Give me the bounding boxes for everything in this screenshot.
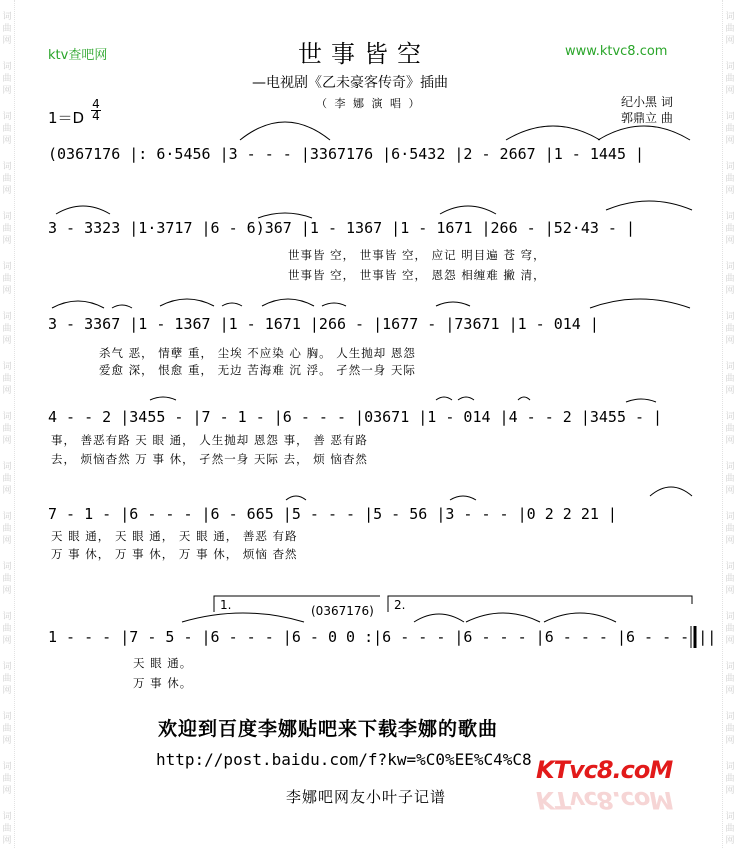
watermark-char: 曲 <box>725 274 735 284</box>
lyric-line: 世事皆 空， 世事皆 空， 恩怨 相缠难 撇 清， <box>288 268 546 282</box>
watermark-char: 词 <box>2 12 12 22</box>
slur <box>590 299 690 308</box>
slur <box>458 397 474 400</box>
watermark-char: 词 <box>2 162 12 172</box>
watermark-char: 词 <box>2 262 12 272</box>
key-signature: 1＝D <box>48 109 85 127</box>
lyric-line: 杀气 恶， 情孽 重， 尘埃 不应染 心 胸。 人生抛却 恩怨 <box>99 346 416 360</box>
watermark-char: 词 <box>2 812 12 822</box>
notation-line: 1 - - - |7 - 5 - |6 - - - |6 - 0 0 :|6 - - - |6 - - - |6 - - - |6 - - - || <box>48 628 717 646</box>
volta-1-label: 1. <box>220 598 232 612</box>
watermark-char: 词 <box>2 612 12 622</box>
watermark-char: 词 <box>725 712 735 722</box>
watermark-char: 网 <box>725 36 735 46</box>
lyric-line: 万 事 休。 <box>133 676 193 690</box>
slur <box>56 206 110 214</box>
watermark-char: 网 <box>725 486 735 496</box>
slur <box>322 303 346 306</box>
slur <box>160 299 214 306</box>
watermark-char: 曲 <box>725 224 735 234</box>
watermark-char: 网 <box>2 786 12 796</box>
watermark-char: 网 <box>725 336 735 346</box>
volta-2-bracket <box>388 596 692 612</box>
footer-credit: 李娜吧网友小叶子记谱 <box>286 788 447 806</box>
lyric-line: 天 眼 通。 <box>133 656 193 670</box>
slur <box>112 305 132 308</box>
lyric-line: 天 眼 通， 天 眼 通， 天 眼 通， 善恶 有路 <box>51 529 298 543</box>
watermark-char: 词 <box>2 712 12 722</box>
watermark-char: 网 <box>725 186 735 196</box>
watermark-char: 词 <box>725 312 735 322</box>
watermark-char: 词 <box>2 512 12 522</box>
watermark-char: 曲 <box>725 674 735 684</box>
slur <box>182 613 304 622</box>
lyric-line: 去， 烦恼杳然 万 事 休， 孑然一身 天际 去， 烦 恼杳然 <box>51 452 368 466</box>
watermark-char: 词 <box>2 362 12 372</box>
watermark-char: 网 <box>2 86 12 96</box>
watermark-char: 曲 <box>2 574 12 584</box>
watermark-char: 词 <box>2 762 12 772</box>
watermark-char: 词 <box>2 462 12 472</box>
song-title: 世事皆空 <box>298 40 430 68</box>
watermark-char: 网 <box>2 336 12 346</box>
watermark-char: 词 <box>2 112 12 122</box>
notation-line: 3 - 3323 |1·3717 |6 - 6)367 |1 - 1367 |1 - 1671 |266 - |52·43 - | <box>48 219 635 237</box>
watermark-char: 曲 <box>2 324 12 334</box>
watermark-char: 网 <box>725 436 735 446</box>
watermark-char: 曲 <box>2 674 12 684</box>
watermark-char: 网 <box>2 386 12 396</box>
watermark-char: 网 <box>2 686 12 696</box>
watermark-char: 曲 <box>2 724 12 734</box>
watermark-char: 曲 <box>2 24 12 34</box>
notation-line: (0367176 |: 6·5456 |3 - - - |3367176 |6·5432 |2 - 2667 |1 - 1445 | <box>48 145 645 163</box>
watermark-char: 曲 <box>2 74 12 84</box>
time-denominator: 4 <box>92 109 100 123</box>
watermark-char: 曲 <box>725 24 735 34</box>
watermark-char: 网 <box>2 236 12 246</box>
slur <box>466 613 540 622</box>
watermark-char: 词 <box>725 212 735 222</box>
watermark-char: 曲 <box>725 574 735 584</box>
lyric-line: 事， 善恶有路 天 眼 通， 人生抛却 恩怨 事， 善 恶有路 <box>51 433 368 447</box>
slur <box>258 213 312 218</box>
watermark-char: 词 <box>725 662 735 672</box>
watermark-char: 曲 <box>2 824 12 834</box>
watermark-char: 曲 <box>725 474 735 484</box>
watermark-char: 网 <box>725 636 735 646</box>
watermark-char: 曲 <box>2 124 12 134</box>
watermark-char: 网 <box>725 736 735 746</box>
watermark-char: 曲 <box>2 274 12 284</box>
notation-line: 7 - 1 - |6 - - - |6 - 665 |5 - - - |5 - 56 |3 - - - |0 2 2 21 | <box>48 505 617 523</box>
slur <box>506 126 600 140</box>
watermark-char: 词 <box>2 562 12 572</box>
lyric-line: 爱愈 深， 恨愈 重， 无边 苦海难 沉 浮。 孑然一身 天际 <box>99 363 416 377</box>
watermark-char: 词 <box>725 462 735 472</box>
watermark-char: 曲 <box>725 124 735 134</box>
watermark-char: 曲 <box>725 174 735 184</box>
watermark-char: 词 <box>725 62 735 72</box>
watermark-char: 词 <box>725 162 735 172</box>
lyricist-credit: 纪小黑 词 <box>621 95 673 109</box>
watermark-char: 网 <box>725 786 735 796</box>
watermark-char: 词 <box>2 62 12 72</box>
watermark-char: 曲 <box>2 424 12 434</box>
watermark-char: 曲 <box>2 174 12 184</box>
watermark-char: 网 <box>2 636 12 646</box>
watermark-char: 词 <box>725 812 735 822</box>
slur <box>518 397 530 400</box>
site-logo[interactable]: KTvc8.coM <box>536 756 673 784</box>
watermark-char: 网 <box>725 386 735 396</box>
watermark-char: 曲 <box>2 774 12 784</box>
watermark-char: 网 <box>2 36 12 46</box>
watermark-char: 曲 <box>725 824 735 834</box>
watermark-char: 网 <box>725 836 735 846</box>
brand-right[interactable]: www.ktvc8.com <box>565 44 668 59</box>
watermark-char: 曲 <box>2 624 12 634</box>
slur <box>262 299 314 306</box>
watermark-char: 词 <box>725 362 735 372</box>
watermark-char: 曲 <box>725 774 735 784</box>
watermark-char: 网 <box>2 136 12 146</box>
slur <box>626 399 656 402</box>
singer-credit: （ 李 娜 演 唱 ） <box>316 97 422 110</box>
slur <box>286 496 306 500</box>
watermark-char: 网 <box>2 536 12 546</box>
slur <box>436 302 470 306</box>
watermark-char: 词 <box>725 412 735 422</box>
watermark-char: 网 <box>2 286 12 296</box>
watermark-char: 网 <box>725 86 735 96</box>
watermark-char: 曲 <box>725 424 735 434</box>
slur <box>450 496 476 500</box>
watermark-char: 曲 <box>2 224 12 234</box>
watermark-char: 曲 <box>725 324 735 334</box>
brand-left[interactable]: ktv查吧网 <box>48 48 108 63</box>
watermark-char: 网 <box>2 736 12 746</box>
volta-1-intro: (0367176) <box>311 604 374 618</box>
slur <box>240 122 330 140</box>
song-subtitle: —电视剧《乙未豪客传奇》插曲 <box>252 75 448 91</box>
slur <box>150 397 176 400</box>
slur <box>598 126 690 140</box>
notation-line: 4 - - 2 |3455 - |7 - 1 - |6 - - - |03671 |1 - 014 |4 - - 2 |3455 - | <box>48 408 663 426</box>
watermark-char: 网 <box>725 236 735 246</box>
watermark-char: 词 <box>2 412 12 422</box>
watermark-char: 词 <box>2 212 12 222</box>
watermark-char: 网 <box>2 586 12 596</box>
watermark-char: 曲 <box>2 524 12 534</box>
watermark-char: 词 <box>725 12 735 22</box>
time-numerator: 4 <box>92 97 100 111</box>
watermark-char: 网 <box>725 686 735 696</box>
watermark-char: 词 <box>725 762 735 772</box>
watermark-char: 网 <box>725 586 735 596</box>
watermark-char: 曲 <box>2 374 12 384</box>
watermark-char: 网 <box>725 136 735 146</box>
watermark-char: 网 <box>2 186 12 196</box>
watermark-char: 词 <box>725 112 735 122</box>
watermark-char: 曲 <box>725 74 735 84</box>
slur <box>414 614 464 622</box>
watermark-char: 曲 <box>725 624 735 634</box>
lyric-line: 世事皆 空， 世事皆 空， 应记 明目遍 苍 穹， <box>288 248 546 262</box>
slur <box>436 397 452 400</box>
slur <box>440 206 496 214</box>
watermark-char: 曲 <box>725 724 735 734</box>
slur <box>222 303 242 306</box>
watermark-char: 曲 <box>725 374 735 384</box>
watermark-char: 曲 <box>2 474 12 484</box>
slur <box>606 201 692 210</box>
watermark-char: 词 <box>725 262 735 272</box>
watermark-char: 网 <box>2 836 12 846</box>
watermark-char: 词 <box>725 562 735 572</box>
watermark-char: 词 <box>725 612 735 622</box>
watermark-char: 网 <box>2 436 12 446</box>
slur <box>52 301 104 308</box>
lyric-line: 万 事 休， 万 事 休， 万 事 休， 烦恼 杳然 <box>51 547 298 561</box>
watermark-char: 词 <box>725 512 735 522</box>
watermark-char: 网 <box>2 486 12 496</box>
watermark-char: 词 <box>2 662 12 672</box>
composer-credit: 郭鼎立 曲 <box>621 111 673 125</box>
slur <box>544 613 616 622</box>
footer-url[interactable]: http://post.baidu.com/f?kw=%C0%EE%C4%C8 <box>156 750 532 769</box>
volta-2-label: 2. <box>394 598 406 612</box>
watermark-char: 曲 <box>725 524 735 534</box>
site-logo-reflection: KTvc8.coM <box>536 786 673 814</box>
watermark-char: 网 <box>725 286 735 296</box>
footer-welcome: 欢迎到百度李娜贴吧来下载李娜的歌曲 <box>158 718 499 740</box>
notation-line: 3 - 3367 |1 - 1367 |1 - 1671 |266 - |1677 - |73671 |1 - 014 | <box>48 315 599 333</box>
watermark-char: 网 <box>725 536 735 546</box>
watermark-char: 词 <box>2 312 12 322</box>
slur <box>650 487 692 496</box>
